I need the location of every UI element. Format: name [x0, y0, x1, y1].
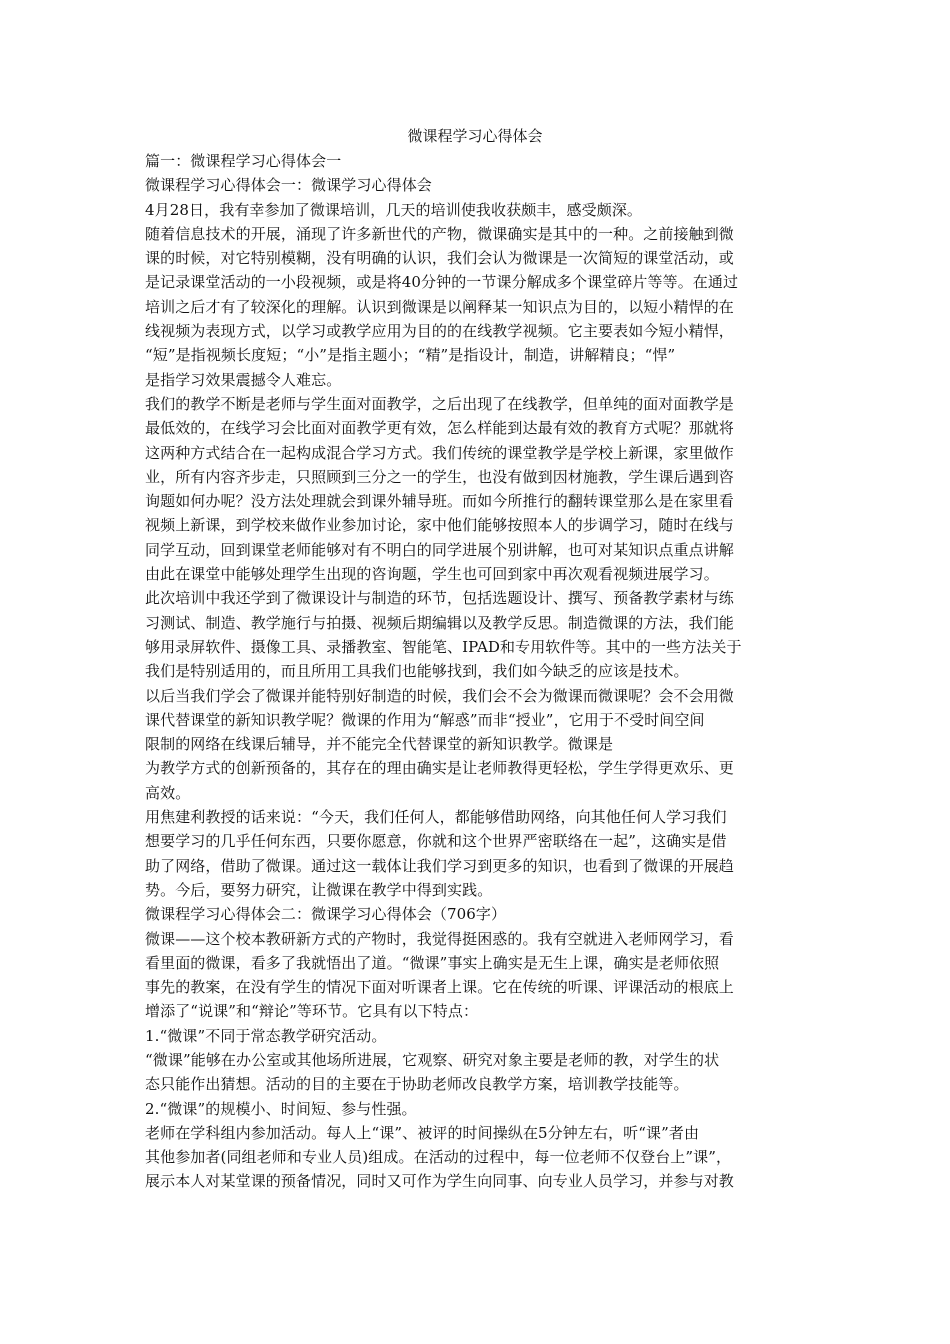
- text-line: 由此在课堂中能够处理学生出现的咨询题，学生也可回到家中再次观看视频进展学习。: [145, 565, 719, 584]
- text-line: “微课”能够在办公室或其他场所进展，它观察、研究对象主要是老师的教，对学生的状: [145, 1050, 720, 1069]
- text-line: 微课程学习心得体会一：微课学习心得体会: [145, 176, 432, 195]
- text-line: 1.“微课”不同于常态教学研究活动。: [145, 1026, 387, 1045]
- document-title: 微课程学习心得体会: [407, 127, 543, 145]
- text-line: 以后当我们学会了微课并能特别好制造的时候，我们会不会为微课而微课呢？会不会用微: [145, 686, 734, 705]
- text-line: 课代替课堂的新知识教学呢？微课的作用为“解惑”而非“授业”，它用于不受时间空间: [145, 710, 705, 729]
- text-line: 展示本人对某堂课的预备情况，同时又可作为学生向同事、向专业人员学习，并参与对教: [145, 1172, 734, 1191]
- text-line: 老师在学科组内参加活动。每人上“课”、被评的时间操纵在5分钟左右，听“课”者由: [145, 1123, 700, 1142]
- text-line: 这两种方式结合在一起构成混合学习方式。我们传统的课堂教学是学校上新课，家里做作: [145, 443, 734, 462]
- text-line: 微课——这个校本教研新方式的产物时，我觉得挺困惑的。我有空就进入老师网学习，看: [145, 929, 734, 948]
- text-line: 态只能作出猜想。活动的目的主要在于协助老师改良教学方案，培训教学技能等。: [145, 1075, 689, 1094]
- text-line: 线视频为表现方式，以学习或教学应用为目的的在线教学视频。它主要表如今短小精悍，: [145, 322, 734, 341]
- text-line: 其他参加者(同组老师和专业人员)组成。在活动的过程中，每一位老师不仅登台上”课”，: [145, 1148, 732, 1167]
- text-line: 事先的教案，在没有学生的情况下面对听课者上课。它在传统的听课、评课活动的根底上: [145, 978, 734, 997]
- text-line: 最低效的，在线学习会比面对面教学更有效，怎么样能到达最有效的教育方式呢？那就将: [145, 419, 734, 438]
- text-line: 微课程学习心得体会二：微课学习心得体会（706字）: [145, 905, 507, 924]
- text-line: 是指学习效果震撼令人难忘。: [145, 370, 342, 389]
- text-line: 2.“微课”的规模小、时间短、参与性强。: [145, 1099, 417, 1118]
- text-line: 篇一：微课程学习心得体会一: [145, 152, 342, 170]
- document-body: [145, 149, 810, 1194]
- text-line: 我们的教学不断是老师与学生面对面教学，之后出现了在线教学，但单纯的面对面教学是: [145, 394, 734, 413]
- text-line: 习测试、制造、教学施行与拍摄、视频后期编辑以及教学反思。制造微课的方法，我们能: [145, 613, 734, 632]
- text-line: 我们是特别适用的，而且所用工具我们也能够找到，我们如今缺乏的应该是技术。: [145, 662, 689, 681]
- text-line: 势。今后，要努力研究，让微课在教学中得到实践。: [145, 880, 493, 899]
- text-line: 培训之后才有了较深化的理解。认识到微课是以阐释某一知识点为目的，以短小精悍的在: [145, 297, 734, 316]
- text-line: 课的时候，对它特别模糊，没有明确的认识，我们会认为微课是一次简短的课堂活动，或: [145, 249, 734, 268]
- text-line: “短”是指视频长度短；“小”是指主题小；“精”是指设计，制造，讲解精良；“悍”: [145, 346, 676, 365]
- text-line: 想要学习的几乎任何东西，只要你愿意，你就和这个世界严密联络在一起”，这确实是借: [145, 832, 727, 851]
- text-line: 助了网络，借助了微课。通过这一载体让我们学习到更多的知识，也看到了微课的开展趋: [145, 856, 734, 875]
- text-line: 询题如何办呢？没方法处理就会到课外辅导班。而如今所推行的翻转课堂那么是在家里看: [145, 492, 734, 511]
- text-line: 同学互动，回到课堂老师能够对有不明白的同学进展个别讲解，也可对某知识点重点讲解: [145, 540, 734, 559]
- text-line: 业，所有内容齐步走，只照顾到三分之一的学生，也没有做到因材施教，学生课后遇到咨: [145, 467, 734, 486]
- text-line: 看里面的微课，看多了我就悟出了道。“微课”事实上确实是无生上课，确实是老师依照: [145, 953, 720, 972]
- text-line: 增添了“说课”和“辩论”等环节。它具有以下特点：: [145, 1002, 479, 1021]
- text-line: 用焦建利教授的话来说：“今天，我们任何人，都能够借助网络，向其他任何人学习我们: [145, 808, 727, 827]
- text-line: 为教学方式的创新预备的，其存在的理由确实是让老师教得更轻松，学生学得更欢乐、更: [145, 759, 734, 778]
- text-line: 够用录屏软件、摄像工具、录播教室、智能笔、IPAD和专用软件等。其中的一些方法关于: [145, 637, 742, 656]
- text-line: 是记录课堂活动的一小段视频，或是将40分钟的一节课分解成多个课堂碎片等等。在通过: [145, 273, 739, 292]
- text-line: 随着信息技术的开展，涌现了许多新世代的产物，微课确实是其中的一种。之前接触到微: [145, 224, 734, 243]
- text-line: 4月28日，我有幸参加了微课培训，几天的培训使我收获颇丰，感受颇深。: [145, 200, 643, 219]
- text-line: 此次培训中我还学到了微课设计与制造的环节，包括选题设计、撰写、预备教学素材与练: [145, 589, 734, 608]
- text-line: 限制的网络在线课后辅导，并不能完全代替课堂的新知识教学。微课是: [145, 735, 614, 754]
- text-line: 视频上新课，到学校来做作业参加讨论，家中他们能够按照本人的步调学习，随时在线与: [145, 516, 734, 535]
- text-line: 高效。: [145, 783, 191, 802]
